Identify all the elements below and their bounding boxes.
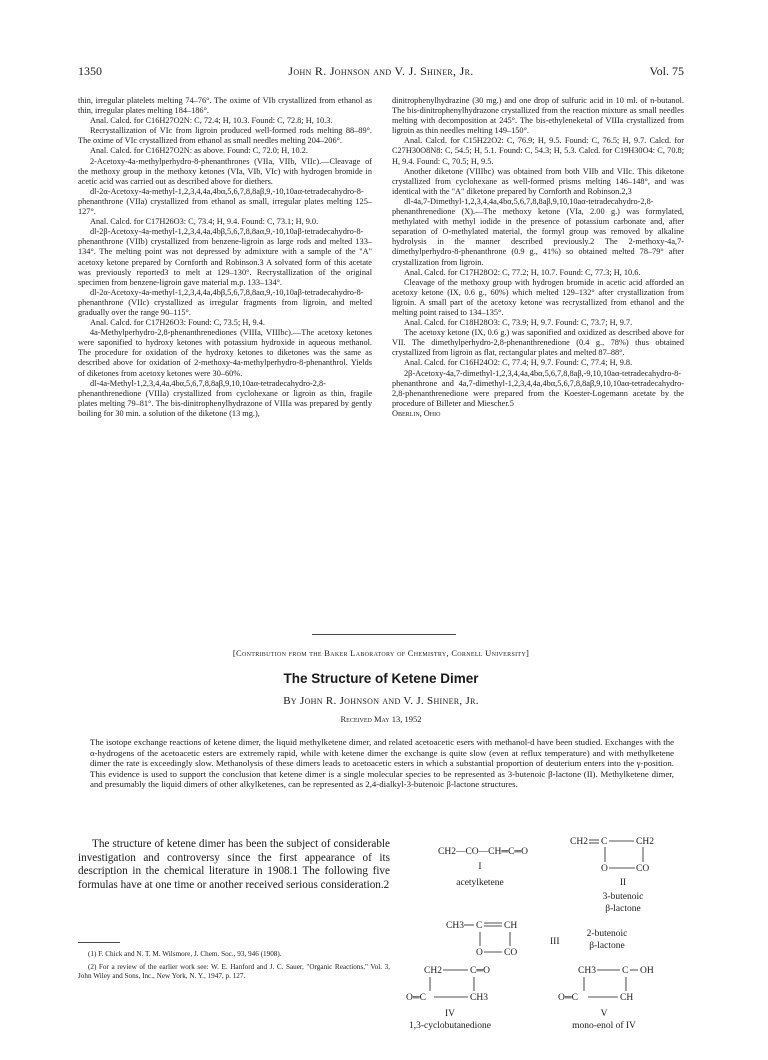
- location-line: Oberlin, Ohio: [392, 408, 441, 418]
- formula-V-ch3: CH3: [578, 966, 596, 976]
- formula-II-name-2: β-lactone: [605, 904, 641, 914]
- formula-IV-name: 1,3-cyclobutanedione: [408, 1021, 492, 1031]
- paragraph: Anal. Calcd. for C17H28O2: C, 77.2; H, 10.7. Found: C, 77.3; H, 10.6.: [404, 267, 641, 277]
- footnote: (1) F. Chick and N. T. M. Wilsmore, J. Chem. Soc., 93, 946 (1908).: [88, 950, 282, 958]
- formula-V-ch: CH: [620, 993, 634, 1003]
- footnote-divider: [78, 942, 120, 943]
- article-authors: By John R. Johnson and V. J. Shiner, Jr.: [283, 695, 479, 707]
- paragraph: thin, irregular platelets melting 74–76°. The oxime of VIb crystallized from ethanol as thin, irregular plates melting 184–186°.: [78, 96, 372, 116]
- paragraph: Another diketone (VIIIbc) was obtained from both VIIb and VIIc. This diketone crystallized from cyclohexane as well-formed prisms melting 146–148°, and was identical with the "A" diketone prepared by Cornforth and Robinson.2,3: [392, 166, 684, 196]
- formula-I: CH2—CO—CH═C═O: [438, 847, 528, 857]
- paragraph: dinitrophenylhydrazine (30 mg.) and one drop of sulfuric acid in 10 ml. of n-butanol. The bis-dinitrophenylhydrazone crystallized from the reaction mixture as small needles melting with decomposition at 245°. The bis-ethyleneketal of VIIIa crystallized from ligroin as thin needles melting 149–150°.: [392, 96, 684, 136]
- formula-II-ch2-right: CH2: [636, 837, 654, 847]
- footnotes: [78, 950, 390, 986]
- formula-III-name-2: β-lactone: [589, 941, 625, 951]
- formula-V-name: mono-enol of IV: [572, 1021, 636, 1031]
- page-header: [78, 64, 684, 80]
- structure-formulas: [402, 832, 684, 1036]
- paragraph: Anal. Calcd. for C16H27O2N: C, 72.4; H, 10.3. Found: C, 72.8; H, 10.3.: [90, 116, 333, 126]
- paragraph: dl-2α-Acetoxy-4a-methyl-1,2,3,4,4a,4bα,5,6,7,8,8aβ,9,-10,10aα-tetradecahydro-8-phenanthrone (VIIa) crystallized from ethanol as small, irregular plates melting 125–127°.: [78, 186, 372, 217]
- section-divider: [312, 634, 456, 635]
- paragraph: Cleavage of the methoxy group with hydrogen bromide in acetic acid afforded an acetoxy ketone (IX, 0.6 g., 60%) which melted 129–132° after crystallization from ligroin. A small part of the acetoxy ketone was recrystallized from ethanol and the melting point raised to 134–135°.: [392, 277, 684, 317]
- received-date: Received May 13, 1952: [340, 714, 422, 724]
- abstract: The isotope exchange reactions of ketene dimer, the liquid methylketene dimer, and related acetoacetic esers with methanol-d have been studied. Exchanges with the α-hydrogens of the acetoacetic esters are extremely rapid, while with ketene dimer the exchange is quite slow (even at reflux temperature) and with methylketene dimer the rate is exceedingly slow. Methanolysis of these dimers leads to acetoacetic esters in which a substantial proportion of deuterium enters into the γ-position. This evidence is used to support the conclusion that ketene dimer is a single molecular species to be represented as 3-butenoic β-lactone (II). Methylketene dimer, and presumably the liquid dimers of other alkylketenes, can be represented as 2,4-dialkyl-3-butenoic β-lactone structures.: [90, 737, 674, 790]
- formula-V-oeq: O═C: [558, 993, 578, 1003]
- intro-paragraph: The structure of ketene dimer has been the subject of considerable investigation and controversy since the first appearance of its description in the chemical literature in 1908.1 The following five formulas have at one time or another received serious consideration.2: [78, 838, 390, 891]
- paragraph: dl-2α-Acetoxy-4a-methyl-1,2,3,4,4a,4bβ,5,6,7,8,8aα,9,-10,10aβ-tetradecahydro-8-phenanthrone (VIIc) crystallized as irregular fragments from ligroin, and melted gradually over the range 90–115°.: [78, 287, 372, 317]
- formula-V-c: C: [622, 966, 629, 976]
- paragraph: Anal. Calcd. for C17H26O3: Found: C, 73.5; H, 9.4.: [90, 318, 265, 328]
- paragraph: 4a-Methylperhydro-2,8-phenanthrenediones (VIIIa, VIIIbc).—The acetoxy ketones were saponified to hydroxy ketones with potassium hydroxide in aqueous methanol. The procedure for oxidation of the hydroxy ketones to diketones was the same as described above for oxidation of 2-methoxy-4a-methylperhydro-8-phenanthrol. Yields of diketones from acetoxy ketones were 30–60%.: [78, 328, 372, 378]
- paragraph: Anal. Calcd. for C16H27O2N: as above. Found: C, 72.0; H, 10.2.: [90, 146, 309, 156]
- formula-II-numeral: II: [619, 878, 627, 888]
- formula-III-numeral: III: [550, 937, 560, 947]
- formula-III-name-1: 2-butenoic: [586, 929, 628, 939]
- paragraph: Recrystallization of VIc from ligroin produced well-formed rods melting 88–89°. The oxime of VIc crystallized from ethanol as small needles melting 204–206°.: [78, 126, 372, 146]
- formula-III-ch: CH: [504, 921, 518, 931]
- paragraph: Anal. Calcd. for C18H28O3: C, 73.9; H, 9.7. Found: C, 73.7; H, 9.7.: [404, 318, 633, 328]
- formula-IV-numeral: IV: [444, 1009, 456, 1019]
- formula-I-name: acetylketene: [456, 878, 504, 888]
- paragraph: 2β-Acetoxy-4a,7-dimethyl-1,2,3,4,4a,4bα,5,6,7,8,8aβ,-9,10,10aα-tetradecahydro-8-phenanthrone and 4a,7-dimethyl-1,2,3,4,4a,4bα,5,6,7,8,8aβ,9,10,10aα-tetradecahydro-2,8-phenanthrenedione were prepared from the Koester-Logemann acetate by the procedure of Billeter and Miescher.5: [392, 368, 684, 408]
- paragraph: Anal. Calcd. for C16H24O2: C, 77.4; H, 9.7. Found: C, 77.4; H, 9.8.: [404, 358, 633, 368]
- formula-IV-ceq: C═O: [470, 966, 490, 976]
- formula-IV-oeq: O═C: [406, 993, 426, 1003]
- paragraph: The acetoxy ketone (IX, 0.6 g.) was saponified and oxidized as described above for VII. The dimethylperhydro-2,8-phenanthrenedione (0.4 g., 78%) thus obtained crystallized from ligroin as flat, rectangular plates and melted 87–88°.: [392, 328, 684, 358]
- formula-III-co: CO: [504, 948, 518, 958]
- right-column: [392, 96, 684, 419]
- formula-III-c: C: [476, 921, 483, 931]
- formula-II-o: O: [601, 864, 608, 874]
- paragraph: dl-4a-Methyl-1,2,3,4,4a,4bα,5,6,7,8,8aβ,9,10,10aα-tetradecahydro-2,8-phenanthrenedione (VIIIa) crystallized from cyclohexane or ligroin as thin, fragile plates melting 79–81°. The bis-dinitrophenylhydrazone of VIIIa was prepared by gently boiling for 30 min. a solution of the diketone (13 mg.),: [78, 378, 372, 418]
- formula-II-ch2-left: CH2: [570, 837, 588, 847]
- footnote: (2) For a review of the earlier work see: W. E. Hanford and J. C. Sauer, "Organic Reactions," Vol. 3, John Wiley and Sons, Inc., New York, N. Y., 1947, p. 127.: [78, 963, 390, 981]
- article-title: The Structure of Ketene Dimer: [283, 671, 479, 686]
- volume-number: Vol. 75: [649, 64, 684, 78]
- formula-III-o: O: [476, 948, 483, 958]
- formula-IV-ch3: CH3: [470, 993, 488, 1003]
- formula-V-numeral: V: [600, 1009, 608, 1019]
- formula-IV-ch2: CH2: [424, 966, 442, 976]
- formula-II-c: C: [601, 837, 608, 847]
- formula-II-name-1: 3-butenoic: [602, 892, 644, 902]
- paragraph: Anal. Calcd. for C17H26O3: C, 73.4; H, 9.4. Found: C, 73.1; H, 9.0.: [90, 217, 319, 227]
- formula-I-numeral: I: [478, 862, 482, 872]
- paragraph: dl-2β-Acetoxy-4a-methyl-1,2,3,4,4a,4bβ,5,6,7,8,8aα,9,-10,10aβ-tetradecahydro-8-phenanthrone (VIIb) crystallized from benzene-ligroin as large rods and melted 133–134°. The melting point was not depressed by admixture with a sample of the "A" acetoxy ketone prepared by Cornforth and Robinson.3 A solvated form of this acetate was previously reported3 to melt at 129–130°. Recrystallization of the original specimen from benzene-ligroin gave material m.p. 133–134°.: [78, 227, 372, 287]
- contribution-line: [Contribution from the Baker Laboratory of Chemistry, Cornell University]: [232, 648, 530, 658]
- running-title: John R. Johnson and V. J. Shiner, Jr.: [288, 64, 474, 78]
- page-number: 1350: [78, 64, 102, 78]
- formula-III-ch3: CH3: [446, 921, 464, 931]
- formula-II-co: CO: [636, 864, 650, 874]
- left-column: [78, 96, 372, 419]
- paragraph: 2-Acetoxy-4a-methylperhydro-8-phenanthrones (VIIa, VIIb, VIIc).—Cleavage of the methoxy group in the methoxy ketones (VIa, VIb, VIc) with hydrogen bromide in acetic acid was carried out as described above for diethers.: [78, 156, 372, 186]
- paragraph: dl-4a,7-Dimethyl-1,2,3,4,4a,4bα,5,6,7,8,8aβ,9,10,10aα-tetradecahydro-2,8-phenanthrenedione (X).—The methoxy ketone (VIa, 2.00 g.) was formylated, methylated with methyl iodide in the presence of potassium carbonate and, after separation of O-methylated material, the formyl group was removed by alkaline hydrolysis in the manner described previously.2 The 2-methoxy-4a,7-dimethylperhydro-8-phenanthrone (0.9 g., 41%) so obtained melted 78–79° after crystallization from ligroin.: [392, 196, 684, 267]
- paragraph: Anal. Calcd. for C15H22O2: C, 76.9; H, 9.5. Found: C, 76.5; H, 9.7. Calcd. for C27H30O8N8: C, 54.5; H, 5.1. Found: C, 54.3; H, 5.3. Calcd. for C19H30O4: C, 70.8; H, 9.4. Found: C, 70.5; H, 9.5.: [392, 136, 684, 166]
- formula-V-oh: OH: [640, 966, 654, 976]
